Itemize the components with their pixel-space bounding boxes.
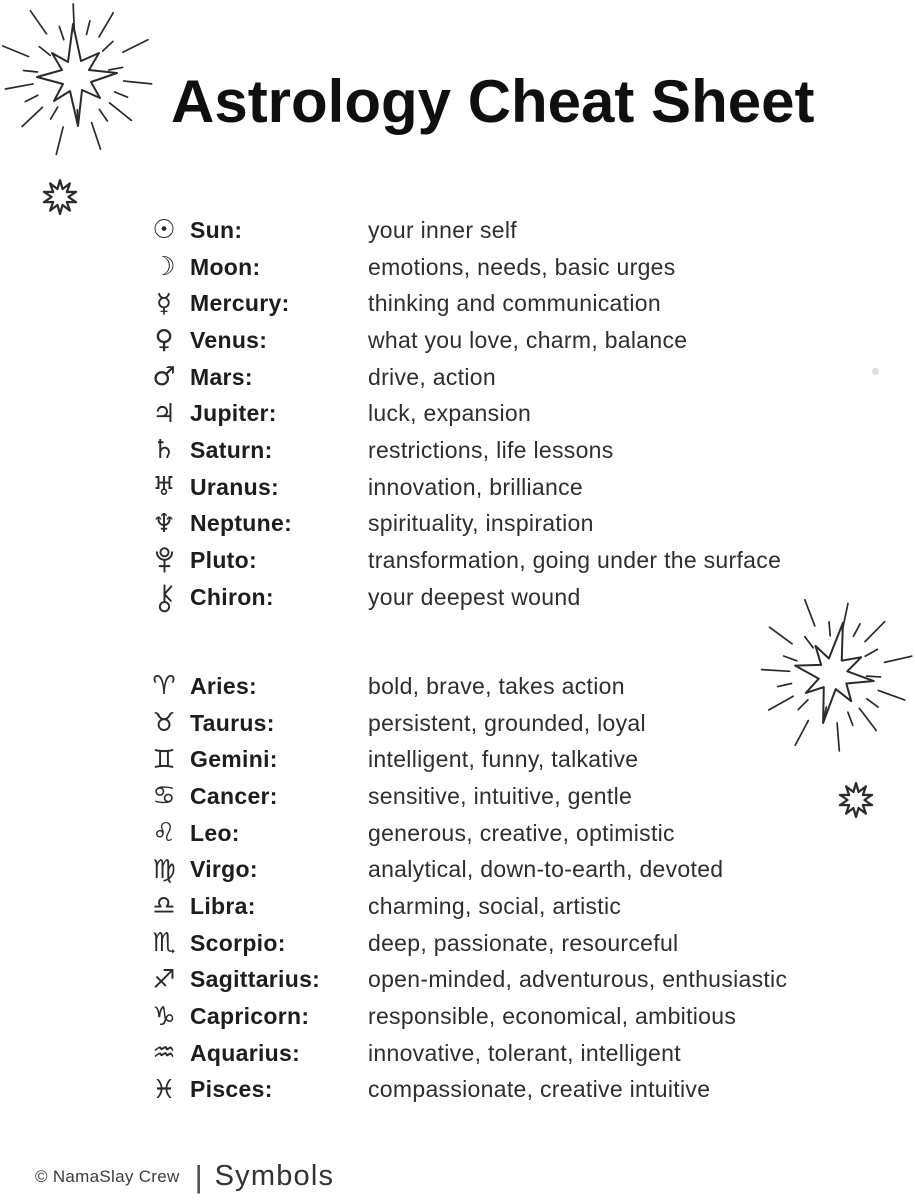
item-meaning: restrictions, life lessons — [368, 436, 614, 463]
neptune-symbol-icon: ♆ — [152, 508, 176, 539]
jupiter-symbol-icon: ♃ — [152, 398, 176, 429]
item-meaning: bold, brave, takes action — [368, 672, 625, 699]
item-name: Venus: — [190, 326, 268, 353]
item-name: Capricorn: — [190, 1003, 310, 1030]
moon-symbol-icon: ☽ — [152, 252, 176, 283]
list-item — [138, 705, 787, 742]
item-name: Sun: — [190, 216, 243, 243]
scorpio-symbol-icon: ♏ — [152, 928, 176, 959]
item-meaning: open-minded, adventurous, enthusiastic — [368, 966, 788, 993]
chiron-symbol-icon — [138, 582, 190, 613]
item-meaning: innovative, tolerant, intelligent — [368, 1039, 681, 1066]
item-meaning: intelligent, funny, talkative — [368, 746, 639, 773]
venus-symbol-icon: ♀ — [154, 325, 174, 356]
item-meaning: emotions, needs, basic urges — [368, 253, 676, 280]
burst-star-icon — [42, 178, 78, 216]
item-name: Jupiter: — [190, 400, 277, 427]
list-item — [138, 212, 781, 249]
list-item — [138, 579, 781, 616]
item-name: Moon: — [190, 253, 261, 280]
aries-symbol-icon: ♈ — [152, 671, 176, 702]
item-name: Scorpio: — [190, 929, 286, 956]
list-item — [138, 432, 781, 469]
page-title: Astrology Cheat Sheet — [171, 68, 815, 135]
cancer-symbol-icon: ♋ — [152, 781, 176, 812]
list-item — [138, 359, 781, 396]
item-name: Aquarius: — [190, 1039, 301, 1066]
list-item — [138, 469, 781, 506]
gemini-symbol-icon: ♊ — [152, 744, 176, 775]
item-name: Leo: — [190, 819, 240, 846]
list-item — [138, 998, 787, 1035]
pisces-symbol-icon: ♓ — [152, 1074, 176, 1105]
list-item — [138, 851, 787, 888]
list-item — [138, 395, 781, 432]
item-meaning: persistent, grounded, loyal — [368, 709, 646, 736]
planet-list — [138, 212, 781, 616]
list-item — [138, 1072, 787, 1109]
list-item — [138, 542, 781, 579]
item-name: Gemini: — [190, 746, 278, 773]
pluto-symbol-icon — [138, 545, 190, 576]
saturn-symbol-icon: ♄ — [152, 435, 176, 466]
list-item — [138, 506, 781, 543]
list-item — [138, 249, 781, 286]
list-item — [138, 741, 787, 778]
item-name: Taurus: — [190, 709, 275, 736]
list-item — [138, 888, 787, 925]
item-name: Sagittarius: — [190, 966, 321, 993]
item-meaning: compassionate, creative intuitive — [368, 1076, 711, 1103]
zodiac-list — [138, 668, 787, 1108]
capricorn-symbol-icon: ♑ — [152, 1001, 176, 1032]
item-name: Cancer: — [190, 782, 278, 809]
item-meaning: responsible, economical, ambitious — [368, 1003, 737, 1030]
mercury-symbol-icon: ☿ — [156, 288, 172, 319]
footer — [35, 1160, 334, 1193]
list-item — [138, 1035, 787, 1072]
item-name: Libra: — [190, 892, 256, 919]
item-meaning: sensitive, intuitive, gentle — [368, 782, 633, 809]
item-name: Chiron: — [190, 583, 274, 610]
footer-brand-label: Symbols — [214, 1160, 335, 1192]
item-meaning: thinking and communication — [368, 290, 661, 317]
list-item — [138, 778, 787, 815]
list-item — [138, 925, 787, 962]
item-meaning: drive, action — [368, 363, 496, 390]
item-meaning: innovation, brilliance — [368, 473, 584, 500]
sagittarius-symbol-icon: ♐ — [152, 964, 176, 995]
item-name: Saturn: — [190, 436, 273, 463]
item-name: Neptune: — [190, 510, 293, 537]
item-name: Mars: — [190, 363, 253, 390]
item-meaning: your deepest wound — [368, 583, 581, 610]
item-name: Aries: — [190, 672, 257, 699]
virgo-symbol-icon: ♍ — [152, 854, 176, 885]
item-meaning: generous, creative, optimistic — [368, 819, 675, 846]
item-meaning: deep, passionate, resourceful — [368, 929, 679, 956]
item-meaning: charming, social, artistic — [368, 892, 622, 919]
list-item — [138, 962, 787, 999]
taurus-symbol-icon: ♉ — [152, 708, 176, 739]
uranus-symbol-icon: ♅ — [152, 472, 176, 503]
aquarius-symbol-icon: ♒ — [152, 1038, 176, 1069]
item-meaning: transformation, going under the surface — [368, 547, 782, 574]
libra-symbol-icon: ♎ — [152, 891, 176, 922]
item-meaning: analytical, down-to-earth, devoted — [368, 856, 724, 883]
item-name: Pluto: — [190, 547, 257, 574]
copyright-text: © NamaSlay Crew — [35, 1166, 180, 1186]
starburst-icon — [0, 0, 156, 156]
list-item — [138, 668, 787, 705]
item-meaning: what you love, charm, balance — [368, 326, 688, 353]
item-name: Pisces: — [190, 1076, 273, 1103]
list-item — [138, 322, 781, 359]
item-meaning: luck, expansion — [368, 400, 532, 427]
burst-star-icon — [838, 778, 874, 822]
item-meaning: spirituality, inspiration — [368, 510, 594, 537]
leo-symbol-icon: ♌ — [152, 818, 176, 849]
item-name: Mercury: — [190, 290, 290, 317]
footer-divider: | — [194, 1159, 203, 1194]
item-name: Uranus: — [190, 473, 280, 500]
item-meaning: your inner self — [368, 216, 517, 243]
item-name: Virgo: — [190, 856, 258, 883]
list-item — [138, 815, 787, 852]
mars-symbol-icon: ♂ — [152, 362, 176, 393]
sun-symbol-icon: ☉ — [152, 215, 176, 246]
speck-dot — [872, 368, 879, 375]
list-item — [138, 285, 781, 322]
